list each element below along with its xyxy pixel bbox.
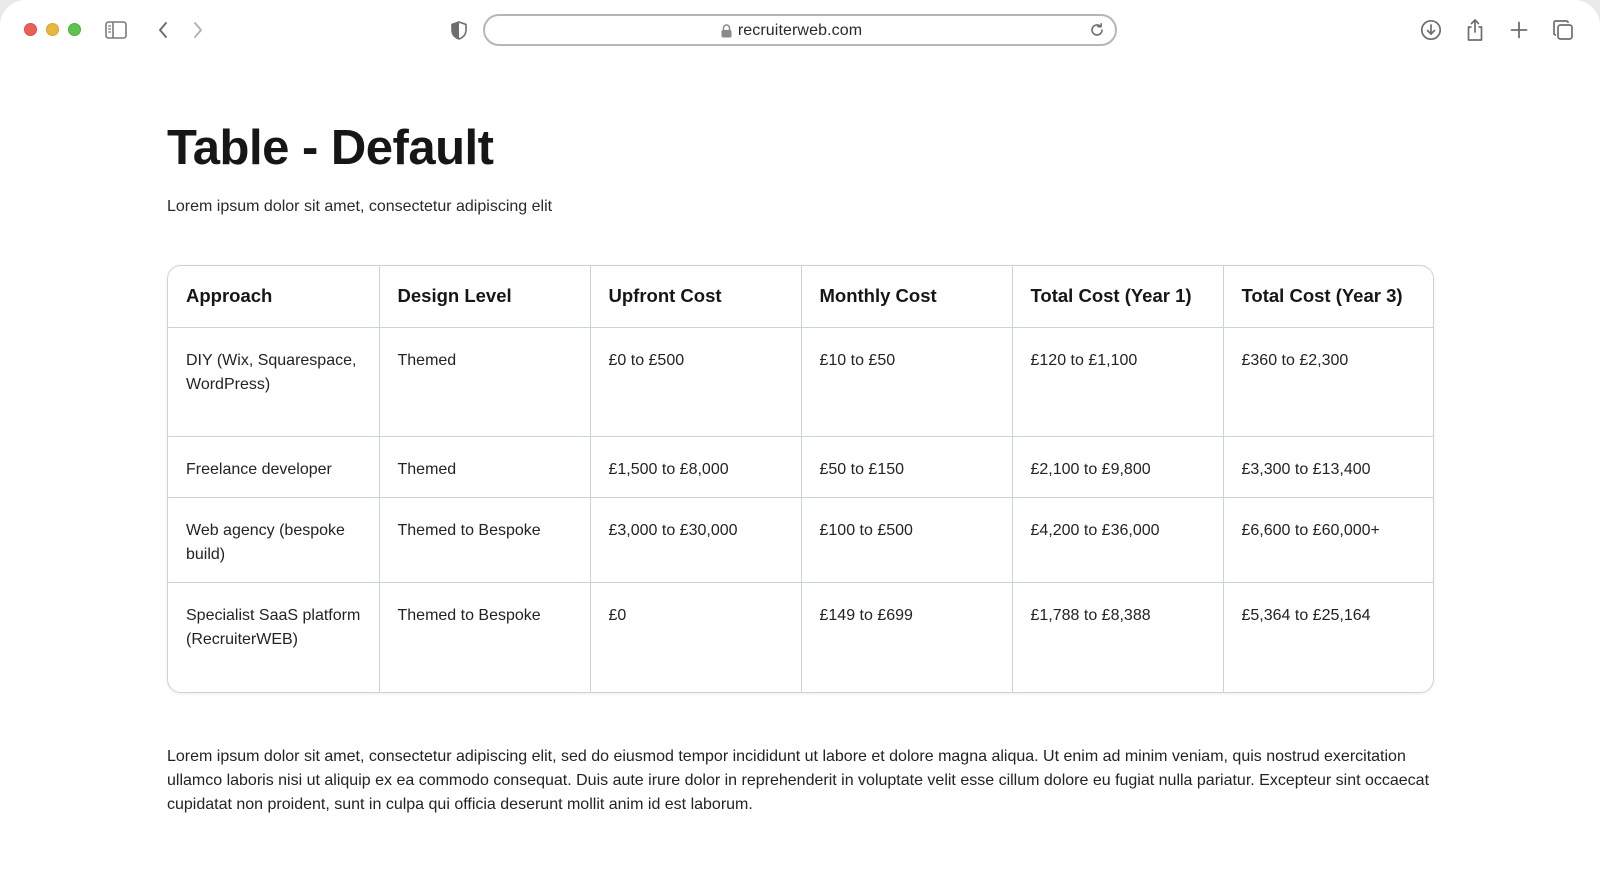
- column-header-design-level: Design Level: [379, 266, 590, 327]
- table-cell: Web agency (bespoke build): [168, 497, 379, 582]
- share-icon[interactable]: [1462, 17, 1488, 43]
- privacy-shield-icon[interactable]: [446, 17, 472, 43]
- column-header-approach: Approach: [168, 266, 379, 327]
- close-window-button[interactable]: [24, 23, 37, 36]
- table-row: [168, 436, 1434, 497]
- minimize-window-button[interactable]: [46, 23, 59, 36]
- table-cell: £0 to £500: [590, 327, 801, 436]
- body-paragraph: Lorem ipsum dolor sit amet, consectetur adipiscing elit, sed do eiusmod tempor incididunt ut labore et dolore magna aliqua. Ut enim ad minim veniam, quis nostrud exercitation ullamco laboris nisi ut aliquip ex ea commodo consequat. Duis aute irure dolor in reprehenderit in voluptate velit esse cillum dolore eu fugiat nulla pariatur. Excepteur sint occaecat cupidatat non proident, sunt in culpa qui officia deserunt mollit anim id est laborum.: [167, 748, 1430, 813]
- table-cell: £120 to £1,100: [1012, 327, 1223, 436]
- table-cell: £360 to £2,300: [1223, 327, 1434, 436]
- table-cell: £10 to £50: [801, 327, 1012, 436]
- table-cell: £2,100 to £9,800: [1012, 436, 1223, 497]
- column-header-upfront-cost: Upfront Cost: [590, 266, 801, 327]
- table-row: [168, 583, 1434, 692]
- forward-icon[interactable]: [185, 17, 211, 43]
- url-text: recruiterweb.com: [737, 22, 863, 39]
- reload-icon[interactable]: [1089, 22, 1105, 43]
- download-icon[interactable]: [1418, 17, 1444, 43]
- table-row: [168, 327, 1434, 436]
- table-cell: £1,500 to £8,000: [590, 436, 801, 497]
- table-cell: DIY (Wix, Squarespace, WordPress): [168, 327, 379, 436]
- table-cell: £50 to £150: [801, 436, 1012, 497]
- column-header-total-cost-year-3: Total Cost (Year 3): [1223, 266, 1434, 327]
- column-header-monthly-cost: Monthly Cost: [801, 266, 1012, 327]
- new-tab-icon[interactable]: [1506, 17, 1532, 43]
- table-cell: Themed: [379, 327, 590, 436]
- table-cell: £4,200 to £36,000: [1012, 497, 1223, 582]
- table-cell: Specialist SaaS platform (RecruiterWEB): [168, 583, 379, 692]
- table-cell: Themed to Bespoke: [379, 583, 590, 692]
- address-bar[interactable]: [483, 14, 1117, 46]
- table-cell: £3,000 to £30,000: [590, 497, 801, 582]
- maximize-window-button[interactable]: [68, 23, 81, 36]
- browser-toolbar: [0, 0, 1600, 58]
- table-cell: £3,300 to £13,400: [1223, 436, 1434, 497]
- table-cell: Freelance developer: [168, 436, 379, 497]
- cost-comparison-table: [167, 265, 1434, 693]
- table-cell: Themed: [379, 436, 590, 497]
- column-header-total-cost-year-1: Total Cost (Year 1): [1012, 266, 1223, 327]
- tab-overview-icon[interactable]: [1550, 17, 1576, 43]
- table-cell: £5,364 to £25,164: [1241, 607, 1371, 625]
- back-icon[interactable]: [150, 17, 176, 43]
- table-cell: £6,600 to £60,000+: [1223, 497, 1434, 582]
- table-cell: £0: [590, 583, 801, 692]
- sidebar-icon[interactable]: [103, 17, 129, 43]
- table-cell: £100 to £500: [801, 497, 1012, 582]
- table-header-row: [168, 266, 1434, 327]
- page-subtitle: Lorem ipsum dolor sit amet, consectetur adipiscing elit: [167, 198, 553, 215]
- page-title: Table - Default: [167, 121, 494, 175]
- table-cell: £149 to £699: [801, 583, 1012, 692]
- table-cell: £1,788 to £8,388: [1012, 583, 1223, 692]
- table-row: [168, 497, 1434, 582]
- table-cell: Themed to Bespoke: [379, 497, 590, 582]
